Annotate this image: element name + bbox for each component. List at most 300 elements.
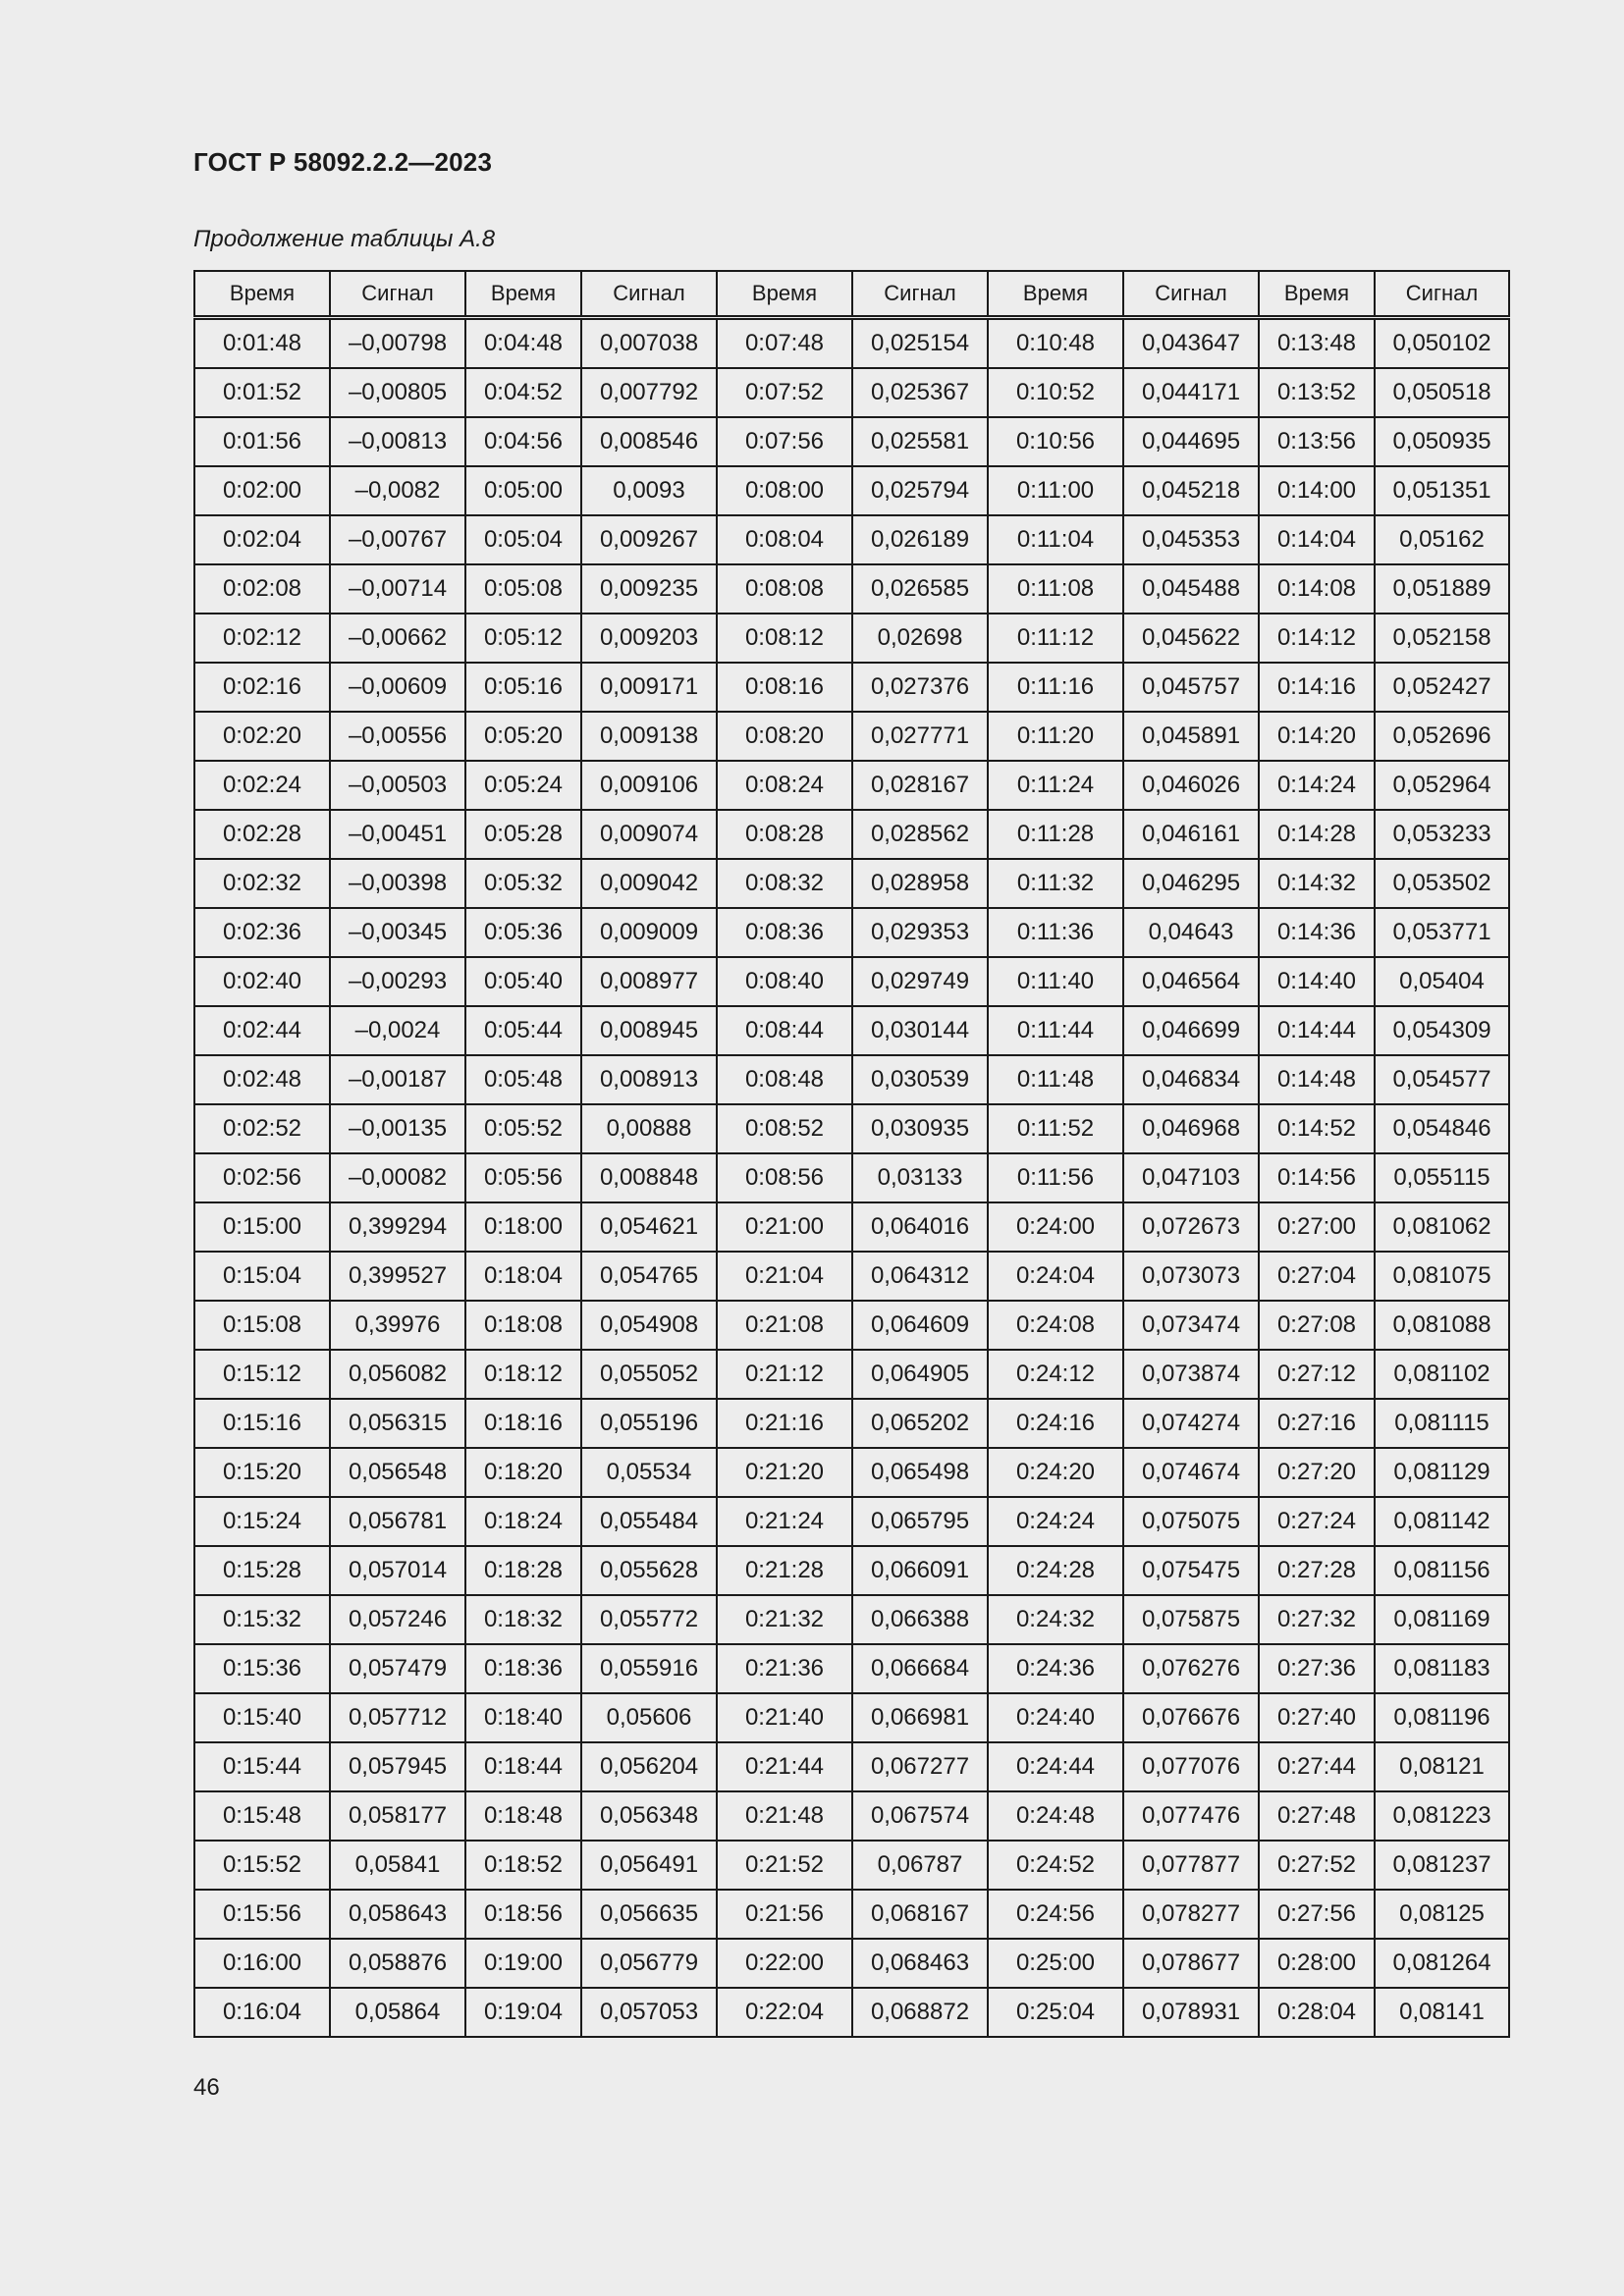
time-cell: 0:15:48 — [194, 1791, 330, 1841]
signal-cell: 0,057945 — [330, 1742, 465, 1791]
signal-cell: 0,046161 — [1123, 810, 1259, 859]
signal-cell: –0,00503 — [330, 761, 465, 810]
time-cell: 0:21:12 — [717, 1350, 852, 1399]
signal-cell: 0,026585 — [852, 564, 988, 614]
time-cell: 0:05:56 — [465, 1153, 581, 1202]
time-cell: 0:24:12 — [988, 1350, 1123, 1399]
signal-cell: 0,066981 — [852, 1693, 988, 1742]
signal-cell: 0,030144 — [852, 1006, 988, 1055]
time-cell: 0:28:04 — [1259, 1988, 1375, 2037]
signal-cell: 0,081142 — [1375, 1497, 1509, 1546]
time-cell: 0:01:52 — [194, 368, 330, 417]
column-header-signal: Сигнал — [1123, 271, 1259, 318]
table-caption: Продолжение таблицы А.8 — [193, 226, 496, 252]
time-cell: 0:24:24 — [988, 1497, 1123, 1546]
signal-cell: 0,046968 — [1123, 1104, 1259, 1153]
signal-cell: 0,055196 — [581, 1399, 717, 1448]
signal-cell: 0,046026 — [1123, 761, 1259, 810]
time-cell: 0:11:20 — [988, 712, 1123, 761]
time-cell: 0:05:20 — [465, 712, 581, 761]
time-cell: 0:14:44 — [1259, 1006, 1375, 1055]
time-cell: 0:24:20 — [988, 1448, 1123, 1497]
time-cell: 0:01:48 — [194, 318, 330, 369]
table-row — [194, 564, 1509, 614]
signal-cell: –0,00805 — [330, 368, 465, 417]
time-cell: 0:05:52 — [465, 1104, 581, 1153]
signal-cell: 0,009106 — [581, 761, 717, 810]
time-cell: 0:18:36 — [465, 1644, 581, 1693]
time-cell: 0:21:04 — [717, 1252, 852, 1301]
signal-cell: –0,00293 — [330, 957, 465, 1006]
signal-cell: 0,05534 — [581, 1448, 717, 1497]
table-row — [194, 761, 1509, 810]
signal-cell: 0,081129 — [1375, 1448, 1509, 1497]
time-cell: 0:18:20 — [465, 1448, 581, 1497]
time-cell: 0:27:56 — [1259, 1890, 1375, 1939]
table-row — [194, 1055, 1509, 1104]
signal-cell: 0,053233 — [1375, 810, 1509, 859]
time-cell: 0:15:40 — [194, 1693, 330, 1742]
table-row — [194, 957, 1509, 1006]
signal-cell: 0,073474 — [1123, 1301, 1259, 1350]
signal-cell: 0,074274 — [1123, 1399, 1259, 1448]
time-cell: 0:08:44 — [717, 1006, 852, 1055]
table-row — [194, 1595, 1509, 1644]
signal-cell: 0,057712 — [330, 1693, 465, 1742]
signal-cell: 0,052696 — [1375, 712, 1509, 761]
signal-cell: 0,008913 — [581, 1055, 717, 1104]
time-cell: 0:05:16 — [465, 663, 581, 712]
time-cell: 0:27:00 — [1259, 1202, 1375, 1252]
signal-cell: 0,078677 — [1123, 1939, 1259, 1988]
signal-cell: 0,064312 — [852, 1252, 988, 1301]
time-cell: 0:14:28 — [1259, 810, 1375, 859]
signal-cell: 0,045353 — [1123, 515, 1259, 564]
signal-cell: 0,081115 — [1375, 1399, 1509, 1448]
time-cell: 0:19:04 — [465, 1988, 581, 2037]
time-cell: 0:24:00 — [988, 1202, 1123, 1252]
table-row — [194, 663, 1509, 712]
table-row — [194, 1693, 1509, 1742]
time-cell: 0:14:24 — [1259, 761, 1375, 810]
signal-cell: 0,081196 — [1375, 1693, 1509, 1742]
signal-cell: –0,00556 — [330, 712, 465, 761]
time-cell: 0:14:48 — [1259, 1055, 1375, 1104]
time-cell: 0:15:24 — [194, 1497, 330, 1546]
table-row — [194, 1644, 1509, 1693]
time-cell: 0:08:12 — [717, 614, 852, 663]
time-cell: 0:18:00 — [465, 1202, 581, 1252]
time-cell: 0:25:00 — [988, 1939, 1123, 1988]
table-row — [194, 1448, 1509, 1497]
time-cell: 0:04:48 — [465, 318, 581, 369]
signal-cell: 0,054846 — [1375, 1104, 1509, 1153]
document-header: ГОСТ Р 58092.2.2—2023 — [193, 147, 493, 177]
signal-cell: 0,081062 — [1375, 1202, 1509, 1252]
signal-cell: 0,056348 — [581, 1791, 717, 1841]
signal-cell: 0,399527 — [330, 1252, 465, 1301]
time-cell: 0:05:24 — [465, 761, 581, 810]
time-cell: 0:15:20 — [194, 1448, 330, 1497]
time-cell: 0:15:52 — [194, 1841, 330, 1890]
signal-cell: 0,05841 — [330, 1841, 465, 1890]
table-row — [194, 1939, 1509, 1988]
signal-cell: 0,078931 — [1123, 1988, 1259, 2037]
time-cell: 0:11:00 — [988, 466, 1123, 515]
time-cell: 0:24:32 — [988, 1595, 1123, 1644]
time-cell: 0:18:28 — [465, 1546, 581, 1595]
time-cell: 0:15:04 — [194, 1252, 330, 1301]
time-cell: 0:19:00 — [465, 1939, 581, 1988]
signal-cell: 0,054908 — [581, 1301, 717, 1350]
time-cell: 0:14:20 — [1259, 712, 1375, 761]
time-cell: 0:08:16 — [717, 663, 852, 712]
table-row — [194, 1791, 1509, 1841]
signal-cell: 0,046699 — [1123, 1006, 1259, 1055]
signal-cell: 0,066684 — [852, 1644, 988, 1693]
signal-cell: 0,077476 — [1123, 1791, 1259, 1841]
time-cell: 0:02:32 — [194, 859, 330, 908]
signal-cell: 0,009203 — [581, 614, 717, 663]
signal-cell: 0,056082 — [330, 1350, 465, 1399]
signal-cell: 0,078277 — [1123, 1890, 1259, 1939]
time-cell: 0:02:12 — [194, 614, 330, 663]
time-cell: 0:05:36 — [465, 908, 581, 957]
signal-cell: 0,057479 — [330, 1644, 465, 1693]
time-cell: 0:21:52 — [717, 1841, 852, 1890]
time-cell: 0:02:16 — [194, 663, 330, 712]
time-cell: 0:08:08 — [717, 564, 852, 614]
time-cell: 0:05:04 — [465, 515, 581, 564]
signal-cell: 0,055628 — [581, 1546, 717, 1595]
time-cell: 0:21:48 — [717, 1791, 852, 1841]
time-cell: 0:18:56 — [465, 1890, 581, 1939]
signal-cell: 0,025154 — [852, 318, 988, 369]
signal-cell: 0,00888 — [581, 1104, 717, 1153]
time-cell: 0:24:56 — [988, 1890, 1123, 1939]
time-cell: 0:11:36 — [988, 908, 1123, 957]
table-row — [194, 1988, 1509, 2037]
table-row — [194, 1546, 1509, 1595]
signal-cell: 0,064016 — [852, 1202, 988, 1252]
signal-cell: 0,05606 — [581, 1693, 717, 1742]
time-cell: 0:02:24 — [194, 761, 330, 810]
time-cell: 0:08:36 — [717, 908, 852, 957]
signal-cell: 0,057246 — [330, 1595, 465, 1644]
signal-cell: 0,054577 — [1375, 1055, 1509, 1104]
time-cell: 0:08:56 — [717, 1153, 852, 1202]
time-cell: 0:27:52 — [1259, 1841, 1375, 1890]
time-cell: 0:05:00 — [465, 466, 581, 515]
signal-cell: –0,00662 — [330, 614, 465, 663]
signal-cell: 0,064609 — [852, 1301, 988, 1350]
signal-cell: –0,00609 — [330, 663, 465, 712]
time-cell: 0:18:04 — [465, 1252, 581, 1301]
time-cell: 0:13:56 — [1259, 417, 1375, 466]
time-cell: 0:27:24 — [1259, 1497, 1375, 1546]
time-cell: 0:14:04 — [1259, 515, 1375, 564]
time-cell: 0:02:40 — [194, 957, 330, 1006]
time-cell: 0:07:56 — [717, 417, 852, 466]
signal-cell: 0,067277 — [852, 1742, 988, 1791]
table-row — [194, 318, 1509, 369]
signal-cell: 0,050102 — [1375, 318, 1509, 369]
table-row — [194, 1497, 1509, 1546]
time-cell: 0:11:56 — [988, 1153, 1123, 1202]
column-header-time: Время — [194, 271, 330, 318]
table-row — [194, 908, 1509, 957]
table-header-row — [194, 271, 1509, 318]
signal-cell: 0,068463 — [852, 1939, 988, 1988]
time-cell: 0:02:28 — [194, 810, 330, 859]
time-cell: 0:05:40 — [465, 957, 581, 1006]
signal-cell: 0,029749 — [852, 957, 988, 1006]
time-cell: 0:18:24 — [465, 1497, 581, 1546]
time-cell: 0:21:24 — [717, 1497, 852, 1546]
time-cell: 0:05:44 — [465, 1006, 581, 1055]
table-row — [194, 1153, 1509, 1202]
column-header-time: Время — [717, 271, 852, 318]
time-cell: 0:15:44 — [194, 1742, 330, 1791]
signal-cell: 0,068872 — [852, 1988, 988, 2037]
time-cell: 0:18:16 — [465, 1399, 581, 1448]
table-row — [194, 859, 1509, 908]
signal-cell: 0,054309 — [1375, 1006, 1509, 1055]
signal-cell: 0,081088 — [1375, 1301, 1509, 1350]
table-row — [194, 1350, 1509, 1399]
time-cell: 0:02:56 — [194, 1153, 330, 1202]
signal-cell: 0,081223 — [1375, 1791, 1509, 1841]
signal-cell: 0,026189 — [852, 515, 988, 564]
time-cell: 0:11:28 — [988, 810, 1123, 859]
table-row — [194, 1104, 1509, 1153]
signal-cell: 0,056781 — [330, 1497, 465, 1546]
time-cell: 0:10:48 — [988, 318, 1123, 369]
signal-cell: –0,00714 — [330, 564, 465, 614]
time-cell: 0:07:52 — [717, 368, 852, 417]
table-row — [194, 810, 1509, 859]
time-cell: 0:08:28 — [717, 810, 852, 859]
signal-cell: 0,081237 — [1375, 1841, 1509, 1890]
signal-cell: 0,052158 — [1375, 614, 1509, 663]
signal-cell: 0,04643 — [1123, 908, 1259, 957]
signal-cell: 0,028167 — [852, 761, 988, 810]
signal-cell: 0,064905 — [852, 1350, 988, 1399]
time-cell: 0:21:28 — [717, 1546, 852, 1595]
signal-cell: 0,047103 — [1123, 1153, 1259, 1202]
time-cell: 0:15:36 — [194, 1644, 330, 1693]
time-cell: 0:24:52 — [988, 1841, 1123, 1890]
column-header-time: Время — [465, 271, 581, 318]
signal-cell: 0,045622 — [1123, 614, 1259, 663]
signal-cell: 0,08125 — [1375, 1890, 1509, 1939]
signal-cell: 0,008546 — [581, 417, 717, 466]
table-row — [194, 466, 1509, 515]
signal-cell: 0,075875 — [1123, 1595, 1259, 1644]
time-cell: 0:28:00 — [1259, 1939, 1375, 1988]
time-cell: 0:21:08 — [717, 1301, 852, 1350]
time-cell: 0:02:36 — [194, 908, 330, 957]
table-row — [194, 1742, 1509, 1791]
signal-cell: 0,043647 — [1123, 318, 1259, 369]
signal-cell: 0,053771 — [1375, 908, 1509, 957]
signal-cell: 0,046564 — [1123, 957, 1259, 1006]
page-number: 46 — [193, 2074, 220, 2101]
signal-cell: –0,00813 — [330, 417, 465, 466]
time-cell: 0:25:04 — [988, 1988, 1123, 2037]
time-cell: 0:27:16 — [1259, 1399, 1375, 1448]
signal-cell: 0,053502 — [1375, 859, 1509, 908]
time-cell: 0:15:08 — [194, 1301, 330, 1350]
time-cell: 0:08:24 — [717, 761, 852, 810]
time-cell: 0:14:52 — [1259, 1104, 1375, 1153]
signal-cell: 0,057014 — [330, 1546, 465, 1595]
signal-cell: 0,051889 — [1375, 564, 1509, 614]
table-row — [194, 614, 1509, 663]
time-cell: 0:05:28 — [465, 810, 581, 859]
time-cell: 0:15:28 — [194, 1546, 330, 1595]
time-cell: 0:15:32 — [194, 1595, 330, 1644]
time-cell: 0:21:56 — [717, 1890, 852, 1939]
time-cell: 0:04:56 — [465, 417, 581, 466]
time-cell: 0:22:00 — [717, 1939, 852, 1988]
signal-cell: 0,065795 — [852, 1497, 988, 1546]
time-cell: 0:11:12 — [988, 614, 1123, 663]
time-cell: 0:21:44 — [717, 1742, 852, 1791]
signal-cell: 0,0093 — [581, 466, 717, 515]
time-cell: 0:27:20 — [1259, 1448, 1375, 1497]
time-cell: 0:24:40 — [988, 1693, 1123, 1742]
time-cell: 0:02:44 — [194, 1006, 330, 1055]
signal-cell: 0,052427 — [1375, 663, 1509, 712]
signal-cell: 0,08121 — [1375, 1742, 1509, 1791]
table-row — [194, 515, 1509, 564]
time-cell: 0:27:28 — [1259, 1546, 1375, 1595]
signal-cell: 0,058177 — [330, 1791, 465, 1841]
signal-cell: 0,009267 — [581, 515, 717, 564]
signal-cell: 0,066091 — [852, 1546, 988, 1595]
table-row — [194, 1841, 1509, 1890]
time-cell: 0:24:44 — [988, 1742, 1123, 1791]
signal-cell: 0,009074 — [581, 810, 717, 859]
signal-cell: 0,009009 — [581, 908, 717, 957]
signal-cell: 0,068167 — [852, 1890, 988, 1939]
time-cell: 0:02:00 — [194, 466, 330, 515]
time-cell: 0:04:52 — [465, 368, 581, 417]
signal-cell: 0,056204 — [581, 1742, 717, 1791]
signal-cell: 0,029353 — [852, 908, 988, 957]
signal-cell: 0,009042 — [581, 859, 717, 908]
time-cell: 0:14:32 — [1259, 859, 1375, 908]
signal-cell: 0,058876 — [330, 1939, 465, 1988]
signal-cell: 0,052964 — [1375, 761, 1509, 810]
table-row — [194, 1202, 1509, 1252]
time-cell: 0:16:04 — [194, 1988, 330, 2037]
time-cell: 0:21:00 — [717, 1202, 852, 1252]
signal-cell: 0,05162 — [1375, 515, 1509, 564]
signal-cell: 0,050518 — [1375, 368, 1509, 417]
time-cell: 0:13:52 — [1259, 368, 1375, 417]
signal-cell: 0,025581 — [852, 417, 988, 466]
time-cell: 0:27:48 — [1259, 1791, 1375, 1841]
time-cell: 0:21:40 — [717, 1693, 852, 1742]
time-cell: 0:02:04 — [194, 515, 330, 564]
table-row — [194, 1301, 1509, 1350]
signal-cell: 0,030935 — [852, 1104, 988, 1153]
time-cell: 0:08:52 — [717, 1104, 852, 1153]
signal-cell: 0,009235 — [581, 564, 717, 614]
signal-cell: 0,008977 — [581, 957, 717, 1006]
time-cell: 0:22:04 — [717, 1988, 852, 2037]
signal-cell: –0,00398 — [330, 859, 465, 908]
time-cell: 0:08:48 — [717, 1055, 852, 1104]
signal-cell: 0,025367 — [852, 368, 988, 417]
time-cell: 0:24:08 — [988, 1301, 1123, 1350]
time-cell: 0:14:00 — [1259, 466, 1375, 515]
signal-cell: 0,045218 — [1123, 466, 1259, 515]
signal-cell: 0,044171 — [1123, 368, 1259, 417]
column-header-time: Время — [988, 271, 1123, 318]
time-cell: 0:07:48 — [717, 318, 852, 369]
time-cell: 0:05:48 — [465, 1055, 581, 1104]
signal-cell: 0,072673 — [1123, 1202, 1259, 1252]
time-cell: 0:11:48 — [988, 1055, 1123, 1104]
table-row — [194, 368, 1509, 417]
signal-cell: 0,081102 — [1375, 1350, 1509, 1399]
signal-cell: 0,074674 — [1123, 1448, 1259, 1497]
signal-cell: 0,054621 — [581, 1202, 717, 1252]
time-cell: 0:14:08 — [1259, 564, 1375, 614]
signal-cell: 0,056635 — [581, 1890, 717, 1939]
table-body — [194, 318, 1509, 2038]
time-cell: 0:08:40 — [717, 957, 852, 1006]
time-cell: 0:21:16 — [717, 1399, 852, 1448]
column-header-signal: Сигнал — [581, 271, 717, 318]
time-cell: 0:08:00 — [717, 466, 852, 515]
signal-cell: 0,056491 — [581, 1841, 717, 1890]
signal-cell: 0,058643 — [330, 1890, 465, 1939]
table-row — [194, 1399, 1509, 1448]
signal-cell: 0,050935 — [1375, 417, 1509, 466]
time-cell: 0:11:32 — [988, 859, 1123, 908]
signal-cell: 0,055772 — [581, 1595, 717, 1644]
signal-cell: 0,055484 — [581, 1497, 717, 1546]
table-row — [194, 417, 1509, 466]
signal-cell: 0,056548 — [330, 1448, 465, 1497]
column-header-signal: Сигнал — [852, 271, 988, 318]
time-cell: 0:24:16 — [988, 1399, 1123, 1448]
signal-cell: 0,05864 — [330, 1988, 465, 2037]
column-header-time: Время — [1259, 271, 1375, 318]
signal-cell: 0,055052 — [581, 1350, 717, 1399]
time-cell: 0:14:16 — [1259, 663, 1375, 712]
signal-cell: 0,007038 — [581, 318, 717, 369]
time-cell: 0:18:32 — [465, 1595, 581, 1644]
time-cell: 0:08:20 — [717, 712, 852, 761]
signal-cell: 0,081075 — [1375, 1252, 1509, 1301]
signal-cell: –0,00082 — [330, 1153, 465, 1202]
signal-cell: 0,075475 — [1123, 1546, 1259, 1595]
signal-cell: 0,067574 — [852, 1791, 988, 1841]
signal-cell: 0,046834 — [1123, 1055, 1259, 1104]
signal-cell: 0,009171 — [581, 663, 717, 712]
time-cell: 0:21:20 — [717, 1448, 852, 1497]
time-cell: 0:18:40 — [465, 1693, 581, 1742]
time-cell: 0:05:32 — [465, 859, 581, 908]
time-cell: 0:24:04 — [988, 1252, 1123, 1301]
time-cell: 0:01:56 — [194, 417, 330, 466]
data-table — [193, 270, 1510, 2038]
